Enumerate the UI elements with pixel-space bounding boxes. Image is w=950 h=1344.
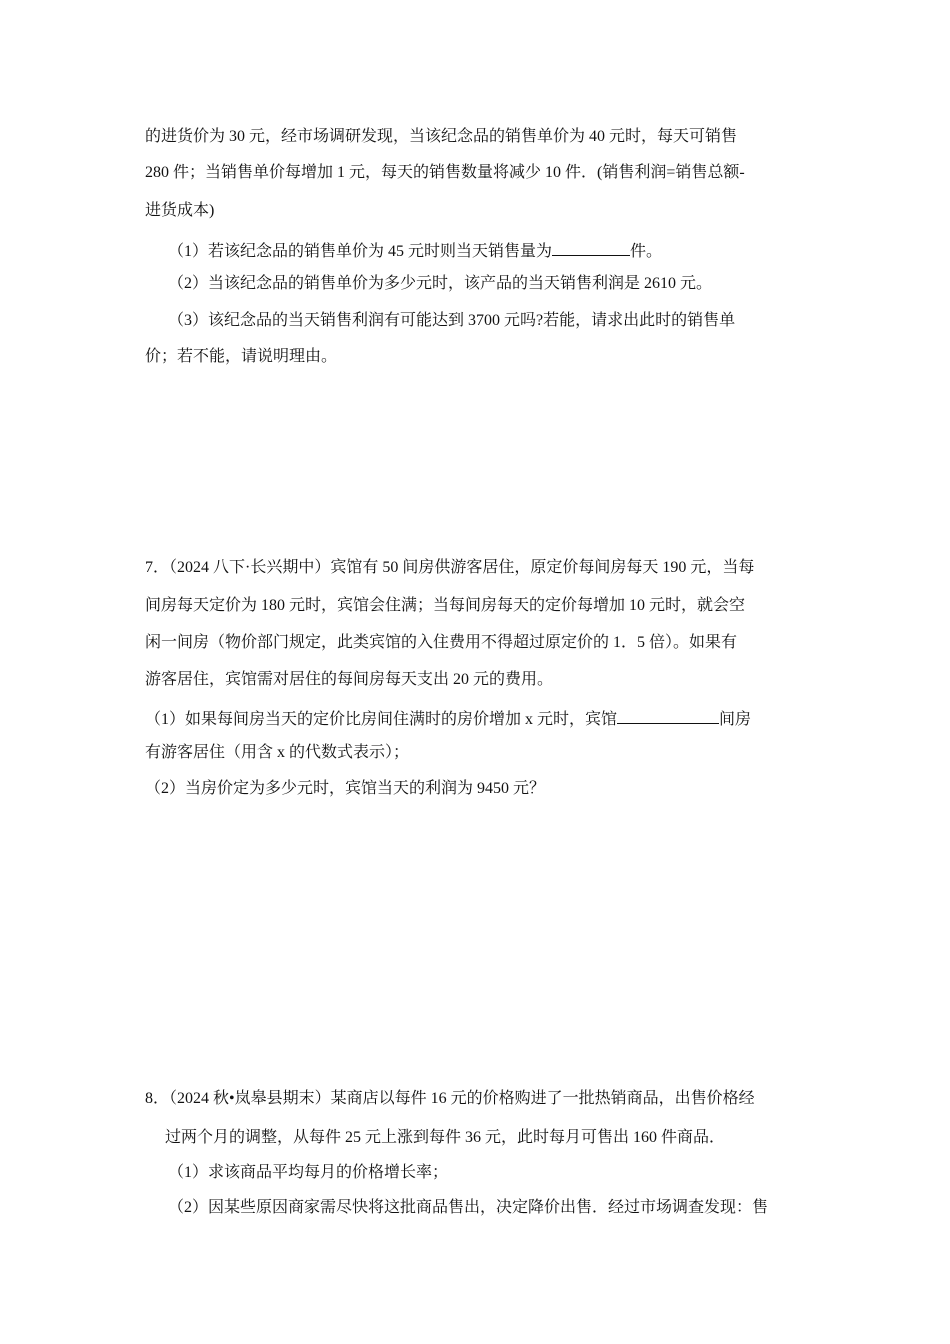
problem7-q1-unit: 间房 (719, 711, 752, 728)
problem6-question-2: （2）当该纪念品的销售单价为多少元时，该产品的当天销售利润是 2610 元。 (168, 275, 713, 292)
problem7-question-2: （2）当房价定为多少元时，宾馆当天的利润为 9450 元？ (145, 780, 546, 797)
problem6-question-3-line-2: 价；若不能，请说明理由。 (145, 348, 338, 365)
problem6-question-3-line-1: （3）该纪念品的当天销售利润有可能达到 3700 元吗?若能，请求出此时的销售单 (168, 312, 736, 329)
problem6-question-1 (168, 238, 662, 258)
problem7-q1-text: （1）如果每间房当天的定价比房间住满时的房价增加 x 元时，宾馆 (145, 711, 618, 728)
problem6-q1-text: （1）若该纪念品的销售单价为 45 元时则当天销售量为 (168, 243, 553, 260)
answer-blank (617, 706, 719, 724)
problem6-line-3: 进货成本) (145, 202, 215, 219)
problem7-line-2: 间房每天定价为 180 元时，宾馆会住满；当每间房每天的定价每增加 10 元时，就会空 (145, 597, 746, 614)
problem6-line-2: 280 件；当销售单价每增加 1 元，每天的销售数量将减少 10 件．(销售利润=销售总额- (145, 164, 745, 181)
problem7-line-3: 闲一间房（物价部门规定，此类宾馆的入住费用不得超过原定价的 1．5 倍）。如果有 (145, 634, 738, 651)
problem7-question-1 (145, 706, 751, 726)
problem8-question-2: （2）因某些原因商家需尽快将这批商品售出，决定降价出售．经过市场调查发现：售 (168, 1199, 769, 1216)
problem8-line-1: 8．（2024 秋•岚皋县期末）某商店以每件 16 元的价格购进了一批热销商品，出售价格经 (145, 1090, 755, 1107)
problem7-line-1: 7．（2024 八下·长兴期中）宾馆有 50 间房供游客居住，原定价每间房每天 190 元，当每 (145, 559, 755, 576)
problem7-line-4: 游客居住，宾馆需对居住的每间房每天支出 20 元的费用。 (145, 671, 554, 688)
answer-blank (552, 238, 630, 256)
problem8-question-1: （1）求该商品平均每月的价格增长率； (168, 1164, 449, 1181)
problem8-line-2: 过两个月的调整，从每件 25 元上涨到每件 36 元，此时每月可售出 160 件商品． (165, 1129, 726, 1146)
problem6-line-1: 的进货价为 30 元，经市场调研发现，当该纪念品的销售单价为 40 元时，每天可销售 (145, 128, 738, 145)
problem7-question-1-line-2: 有游客居住（用含 x 的代数式表示）； (145, 744, 410, 761)
problem6-q1-unit: 件。 (630, 243, 663, 260)
